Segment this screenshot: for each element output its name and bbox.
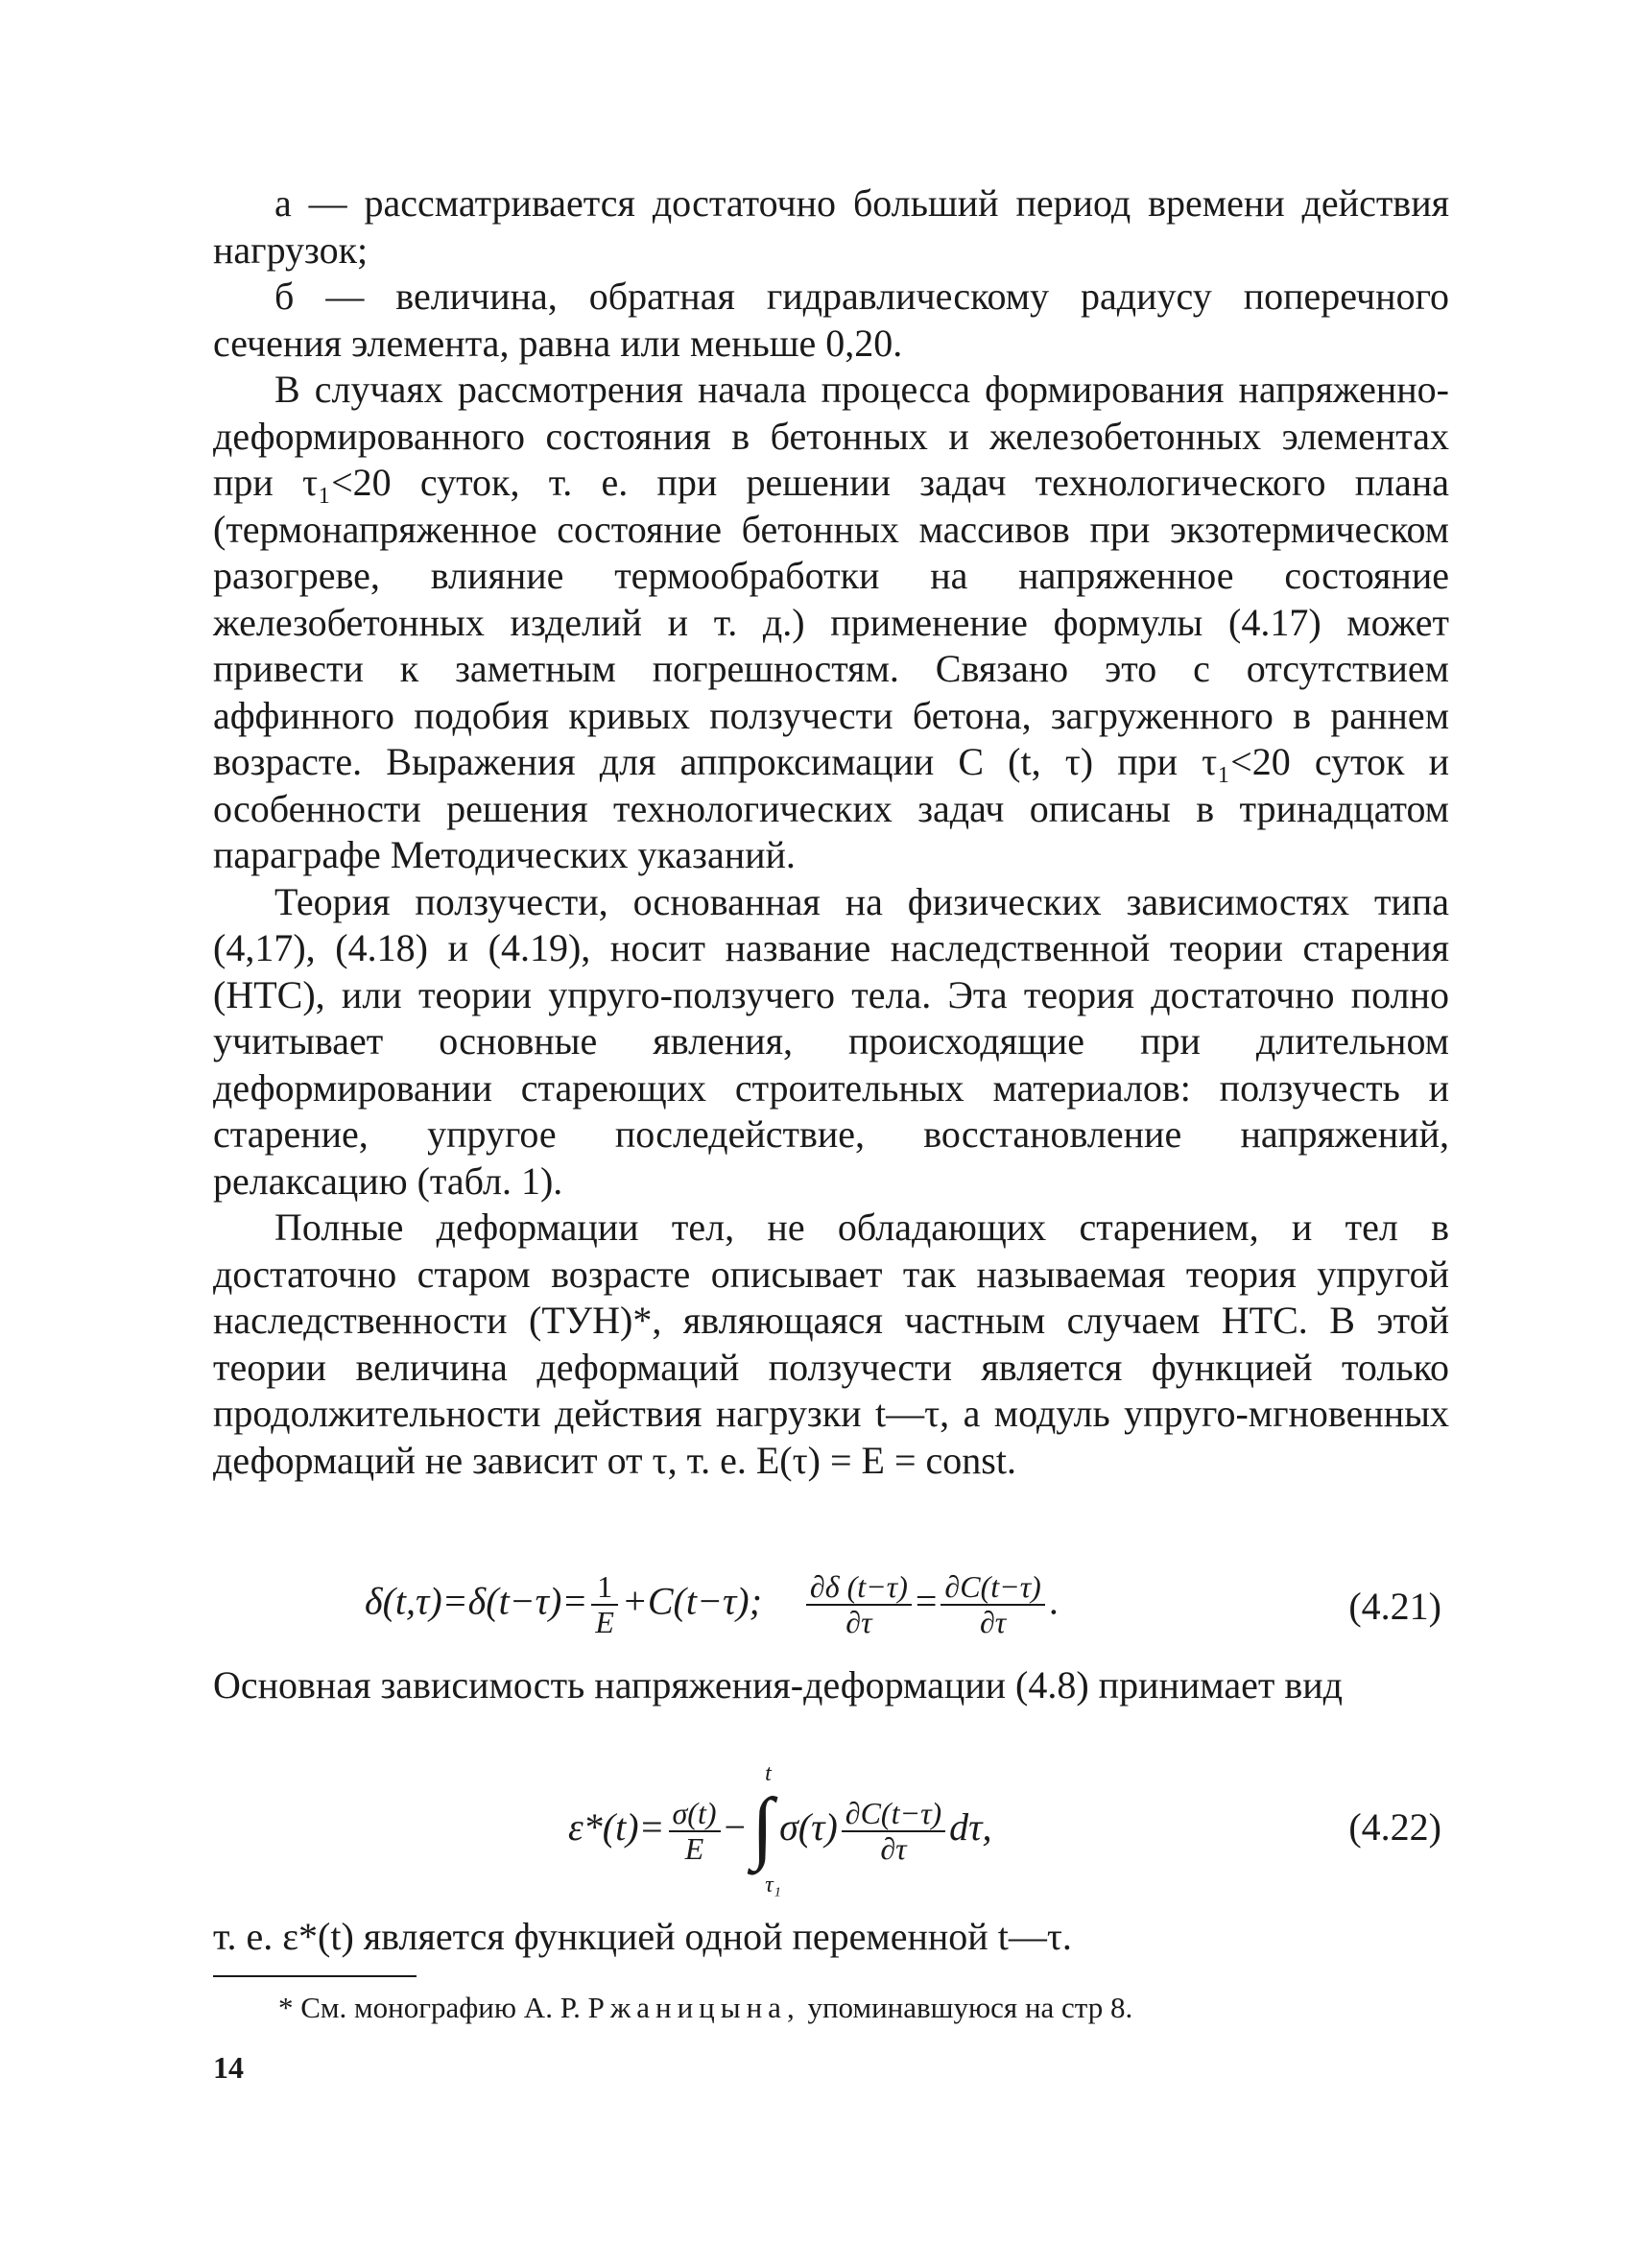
footnote bbox=[278, 1989, 1453, 2027]
page-number: 14 bbox=[213, 2050, 244, 2085]
integral-lower-limit: τ₁ bbox=[765, 1873, 781, 1898]
paragraph-main-dependence-wrap bbox=[213, 1662, 1449, 1709]
eq1-frac-ddelta bbox=[806, 1570, 912, 1639]
eq1-frac2-num: ∂δ (t−τ) bbox=[806, 1570, 912, 1606]
eq2-integrand-post: dτ, bbox=[949, 1805, 992, 1850]
eq1-middle: +C(t−τ); bbox=[621, 1579, 762, 1623]
eq2-integrand-pre: σ(τ) bbox=[779, 1805, 838, 1850]
eq2-frac2-den: ∂τ bbox=[880, 1831, 907, 1866]
footnote-pre: См. монографию А. Р. bbox=[300, 1991, 581, 2024]
equation-4-22 bbox=[213, 1761, 1449, 1898]
paragraph-main-dependence: Основная зависимость напряжения-деформации (4.8) принимает вид bbox=[213, 1663, 1343, 1707]
integral-sign bbox=[751, 1761, 781, 1898]
closing-line-wrap bbox=[213, 1914, 1449, 1961]
paragraph-a: а — рассматривается достаточно больший период времени действия нагрузок; bbox=[213, 181, 1449, 272]
paragraph-b: б — величина, обратная гидравлическому радиусу поперечного сечения элемента, равна или меньше 0,20. bbox=[213, 275, 1449, 365]
eq1-frac1-den: E bbox=[595, 1605, 614, 1640]
eq1-equals: = bbox=[915, 1579, 938, 1623]
eq2-frac-dc bbox=[842, 1797, 945, 1866]
eq1-frac-dc bbox=[941, 1570, 1044, 1639]
eq2-lhs: ε*(t)= bbox=[568, 1805, 665, 1850]
footnote-post: упоминавшуюся на стр 8. bbox=[807, 1991, 1133, 2024]
eq1-number: (4.21) bbox=[1348, 1585, 1441, 1628]
eq1-frac2-den: ∂τ bbox=[845, 1605, 872, 1640]
eq1-frac1-num: 1 bbox=[591, 1570, 618, 1606]
integral-upper-limit: t bbox=[765, 1761, 772, 1786]
footnote-rule bbox=[213, 1975, 417, 1977]
eq2-minus: − bbox=[724, 1805, 747, 1850]
footnote-author: Ржаницына, bbox=[587, 1991, 800, 2024]
eq2-number: (4.22) bbox=[1348, 1805, 1441, 1849]
eq1-frac3-num: ∂C(t−τ) bbox=[941, 1570, 1044, 1606]
equation-4-21 bbox=[213, 1566, 1449, 1643]
paragraph-creep-theory: Теория ползучести, основанная на физических зависимостях типа (4,17), (4.18) и (4.19), носит название наследственной теории старения (НТС), или теории упруго-ползучего тела. Эта теория достаточно полно учитывает основные явления, происходящие при длительном деформировании стареющих строительных материалов: ползучесть и старение, упругое последействие, восстановление напряжений, релаксацию (табл. 1). bbox=[213, 879, 1449, 1203]
eq2-frac1-den: E bbox=[684, 1831, 704, 1866]
body-text bbox=[213, 180, 1449, 1484]
closing-line: т. е. ε*(t) является функцией одной переменной t—τ. bbox=[213, 1915, 1072, 1958]
eq1-frac3-den: ∂τ bbox=[979, 1605, 1007, 1640]
footnote-marker: * bbox=[278, 1991, 294, 2024]
eq2-frac2-num: ∂C(t−τ) bbox=[842, 1797, 945, 1832]
eq1-end: . bbox=[1048, 1579, 1059, 1623]
paragraph-early-age: В случаях рассмотрения начала процесса формирования напряженно-деформированного состояния в бетонных и железобетонных элементах при τ₁<20 суток, т. е. при решении задач технологического плана (термонапряженное состояние бетонных массивов при экзотермическом разогреве, влияние термообработки на напряженное состояние железобетонных изделий и т. д.) применение формулы (4.17) может привести к заметным погрешностям. Связано это с отсутствием аффинного подобия кривых ползучести бетона, загруженного в раннем возрасте. Выражения для аппроксимации C (t, τ) при τ₁<20 суток и особенности решения технологических задач описаны в тринадцатом параграфе Методических указаний. bbox=[213, 368, 1449, 876]
paragraph-elastic-heredity: Полные деформации тел, не обладающих старением, и тел в достаточно старом возрасте описывает так называемая теория упругой наследственности (ТУН)*, являющаяся частным случаем НТС. В этой теории величина деформаций ползучести является функцией только продолжительности действия нагрузки t—τ, а модуль упруго-мгновенных деформаций не зависит от τ, т. е. E(τ) = E = const. bbox=[213, 1206, 1449, 1482]
eq1-frac-1-over-e bbox=[591, 1570, 618, 1639]
eq2-frac1-num: σ(t) bbox=[669, 1797, 721, 1832]
eq1-lhs: δ(t,τ)=δ(t−τ)= bbox=[365, 1579, 588, 1623]
eq2-frac-sigma-over-e bbox=[669, 1797, 721, 1866]
integral-glyph: ∫ bbox=[751, 1782, 774, 1872]
